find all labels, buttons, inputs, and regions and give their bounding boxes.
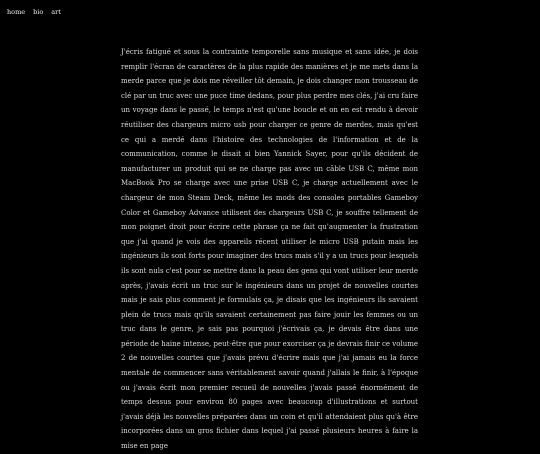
nav-link-art[interactable]: art xyxy=(51,7,61,16)
nav-link-bio[interactable]: bio xyxy=(33,7,44,16)
article-container xyxy=(121,45,418,451)
top-nav xyxy=(0,0,540,24)
article-body: J'écris fatigué et sous la contrainte temporelle sans musique et sans idée, je dois remplir l'écran de caractères de la plus rapide des manières et je me mets dans la merde parce que je dois me réveiller tôt demain, je dois changer mon trousseau de clé par un truc avec une puce time dedans, pour plus perdre mes clés, j'ai cru faire un voyage dans le passé, le temps n'est qu'une boucle et on en est rendu à devoir réutiliser des chargeurs micro usb pour charger ce genre de merdes, mais qu'est ce qui a merdé dans l'histoire des technologies de l'information et de la communication, comme le disait si bien Yannick Sayer, pour qu'ils décident de manufacturer un produit qui se ne charge pas avec un câble USB C, même mon MacBook Pro se charge avec une prise USB C, je charge actuellement avec le chargeur de mon Steam Deck, même les mods des consoles portables Gameboy Color et Gameboy Advance utilisent des chargeurs USB C, je souffre tellement de mon poignet droit pour écrire cette phrase ça ne fait qu'augmenter la frustration que j'ai quand je vois des appareils récent utiliser le micro USB putain mais les ingénieurs ils sont forts pour imaginer des trucs mais s'il y a un trucs pour lesquels ils sont nuls c'est pour se mettre dans la peau des gens qui vont utiliser leur merde après, j'avais écrit un truc sur le ingénieurs dans un projet de nouvelles courtes mais je sais plus comment je formulais ça, je disais que les ingénieurs ils savaient plein de trucs mais qu'ils savaient certainement pas faire jouir les femmes ou un truc dans le genre, je sais pas pourquoi j'écrivais ça, je devais être dans une période de haine intense, peut-être que pour exorciser ça je devrais finir ce volume 2 de nouvelles courtes que j'avais prévu d'écrire mais que j'ai jamais eu la force mentale de commencer sans véritablement savoir quand j'allais le finir, à l'époque ou j'avais écrit mon premier recueil de nouvelles j'avais passé énormément de temps dessus pour environ 80 pages avec beaucoup d'illustrations et surtout j'avais déjà les nouvelles préparées dans un coin et qu'il attendaient plus qu'à être incorporées dans un gros fichier dans lequel j'ai passé plusieurs heures à faire la mise en page xyxy=(121,48,418,451)
nav-link-home[interactable]: home xyxy=(7,7,26,16)
